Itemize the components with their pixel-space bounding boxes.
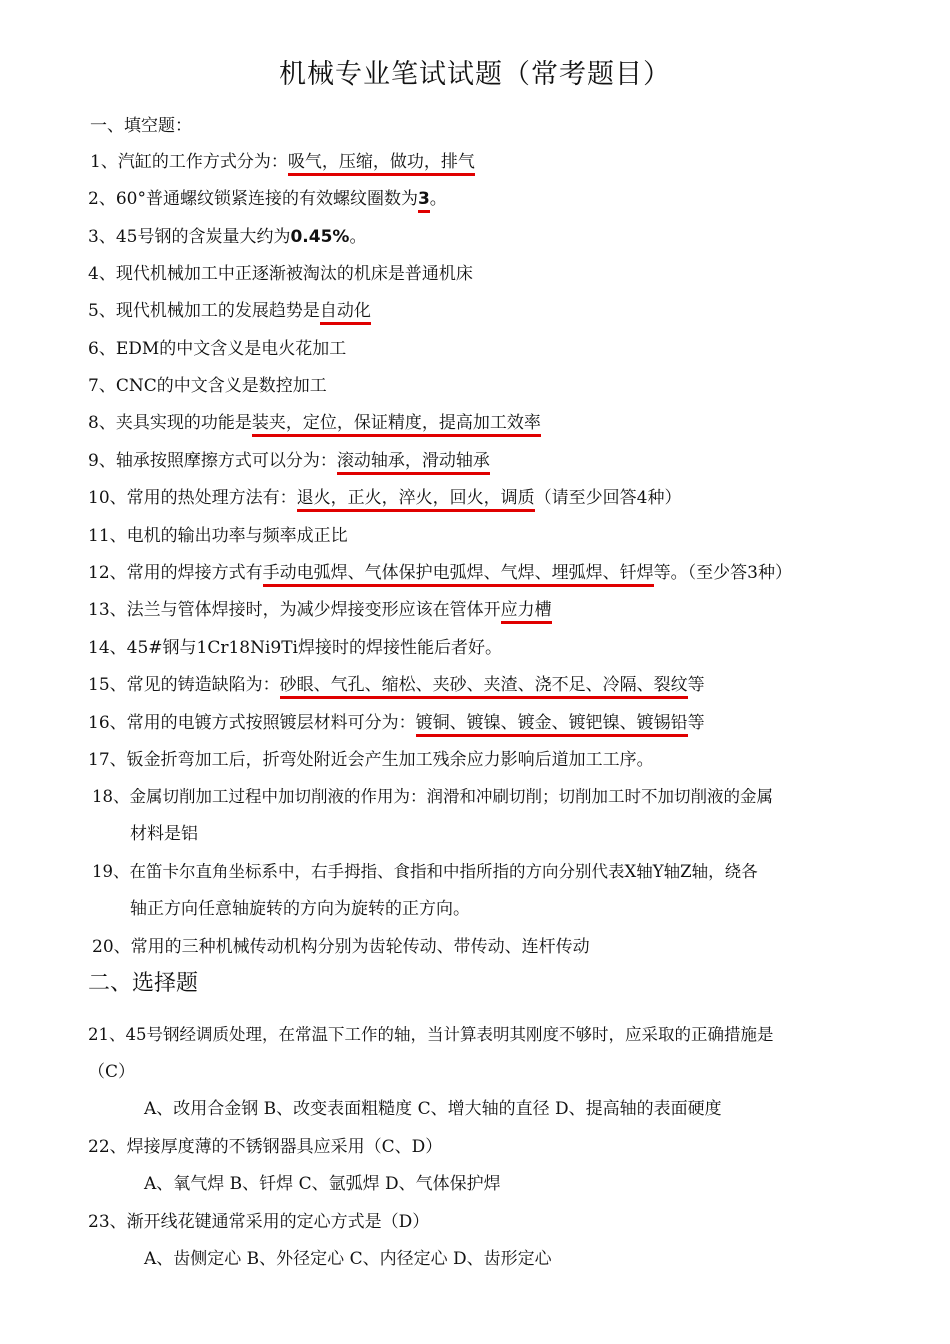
question-9: 9、轴承按照摩擦方式可以分为：滚动轴承，滑动轴承 <box>88 449 490 473</box>
question-17: 17、钣金折弯加工后，折弯处附近会产生加工残余应力影响后道加工工序。 <box>88 750 654 770</box>
answer-12: 手动电弧焊、气体保护电弧焊、气焊、埋弧焊、钎焊 <box>263 563 654 587</box>
question-15: 15、常见的铸造缺陷为：砂眼、气孔、缩松、夹砂、夹渣、浇不足、冷隔、裂纹等 <box>88 673 705 697</box>
question-18-continued: 材料是铝 <box>130 824 198 844</box>
question-4: 4、现代机械加工中正逐渐被淘汰的机床是普通机床 <box>88 264 473 284</box>
question-19: 19、在笛卡尔直角坐标系中，右手拇指、食指和中指所指的方向分别代表X轴Y轴Z轴，绕各 <box>92 862 758 881</box>
page-title: 机械专业笔试试题（常考题目） <box>279 59 671 90</box>
question-12: 12、常用的焊接方式有手动电弧焊、气体保护电弧焊、气焊、埋弧焊、钎焊等。（至少答3种） <box>88 561 792 585</box>
question-2: 2、60°普通螺纹锁紧连接的有效螺纹圈数为3。 <box>88 187 447 211</box>
question-20: 20、常用的三种机械传动机构分别为齿轮传动、带传动、连杆传动 <box>92 937 590 957</box>
answer-1: 吸气，压缩，做功，排气 <box>288 152 475 176</box>
question-13: 13、法兰与管体焊接时，为减少焊接变形应该在管体开应力槽 <box>88 598 552 622</box>
question-21: 21、45号钢经调质处理，在常温下工作的轴，当计算表明其刚度不够时，应采取的正确措施是 <box>88 1025 774 1044</box>
question-16: 16、常用的电镀方式按照镀层材料可分为：镀铜、镀镍、镀金、镀钯镍、镀锡铅等 <box>88 711 705 735</box>
question-10: 10、常用的热处理方法有：退火，正火，淬火，回火，调质（请至少回答4种） <box>88 486 681 510</box>
question-19-continued: 轴正方向任意轴旋转的方向为旋转的正方向。 <box>130 899 470 919</box>
question-7: 7、CNC的中文含义是数控加工 <box>88 376 327 396</box>
answer-15: 砂眼、气孔、缩松、夹砂、夹渣、浇不足、冷隔、裂纹 <box>280 675 688 699</box>
question-22-options: A、氧气焊 B、钎焊 C、氩弧焊 D、气体保护焊 <box>144 1174 501 1194</box>
question-8: 8、夹具实现的功能是装夹，定位，保证精度，提高加工效率 <box>88 411 541 435</box>
question-6: 6、EDM的中文含义是电火花加工 <box>88 339 347 359</box>
answer-5: 自动化 <box>320 301 371 325</box>
answer-16: 镀铜、镀镍、镀金、镀钯镍、镀锡铅 <box>416 713 688 737</box>
answer-2: 3 <box>418 189 430 213</box>
question-5: 5、现代机械加工的发展趋势是自动化 <box>88 299 371 323</box>
question-21-answer: （C） <box>88 1062 136 1082</box>
question-18: 18、金属切削加工过程中加切削液的作用为：润滑和冲刷切削；切削加工时不加切削液的金属 <box>92 787 773 806</box>
answer-9: 滚动轴承，滑动轴承 <box>337 451 490 475</box>
answer-10: 退火，正火，淬火，回火，调质 <box>297 488 535 512</box>
question-23: 23、渐开线花键通常采用的定心方式是（D） <box>88 1212 430 1232</box>
section-choice-heading: 二、选择题 <box>88 971 199 996</box>
section-fill-blank-heading: 一、填空题： <box>90 116 192 136</box>
question-21-options: A、改用合金钢 B、改变表面粗糙度 C、增大轴的直径 D、提高轴的表面硬度 <box>144 1099 722 1119</box>
question-23-options: A、齿侧定心 B、外径定心 C、内径定心 D、齿形定心 <box>144 1249 552 1269</box>
answer-13: 应力槽 <box>501 600 552 624</box>
question-11: 11、电机的输出功率与频率成正比 <box>88 526 348 546</box>
answer-8: 装夹，定位，保证精度，提高加工效率 <box>252 413 541 437</box>
question-3: 3、45号钢的含炭量大约为0.45%。 <box>88 227 367 247</box>
question-22: 22、焊接厚度薄的不锈钢器具应采用（C、D） <box>88 1137 443 1157</box>
question-1: 1、汽缸的工作方式分为：吸气，压缩，做功，排气 <box>90 150 475 174</box>
question-14: 14、45#钢与1Cr18Ni9Ti焊接时的焊接性能后者好。 <box>88 638 502 658</box>
answer-3: 0.45% <box>290 227 350 247</box>
